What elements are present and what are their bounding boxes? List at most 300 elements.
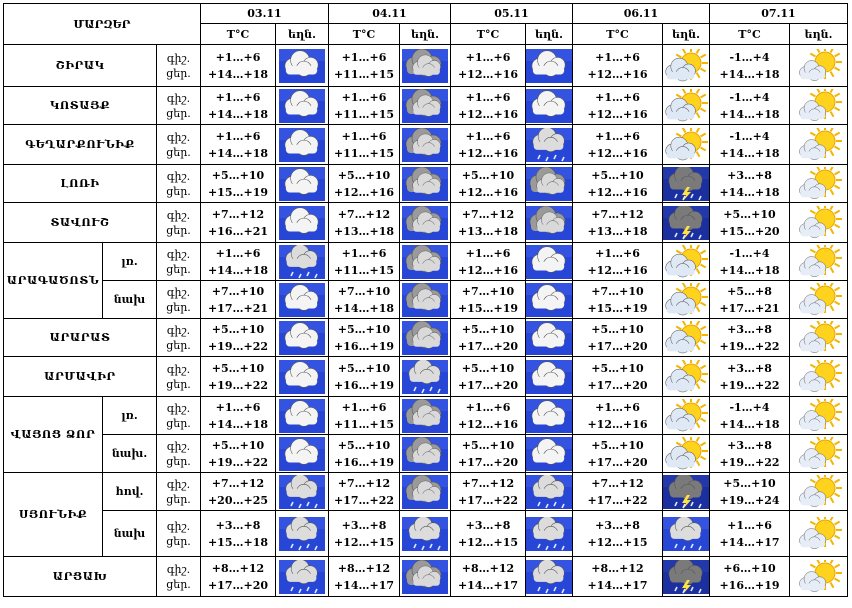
partly-cloudy-icon <box>663 437 709 471</box>
day-temp: +16…+19 <box>333 455 395 469</box>
temperature-cell <box>451 511 526 557</box>
night-temp: +7…+12 <box>211 207 265 221</box>
weather-column-header: եղն. <box>790 24 848 45</box>
day-temp: +14…+18 <box>719 67 780 81</box>
night-temp: +1…+6 <box>341 129 387 143</box>
day-temp: +14…+18 <box>207 417 269 431</box>
sun-cloud-icon <box>796 475 842 509</box>
weather-cell <box>400 125 451 165</box>
sun-cloud-icon <box>796 517 842 551</box>
weather-cell <box>400 243 451 281</box>
weather-cell <box>276 45 329 87</box>
temperature-cell <box>329 45 400 87</box>
weather-cell <box>526 557 573 597</box>
night-label: գիշ. <box>166 439 191 453</box>
weather-cell <box>526 281 573 319</box>
overcast-icon <box>402 167 448 201</box>
weather-cell <box>276 319 329 357</box>
region-name: ԼՈՌԻ <box>4 165 157 203</box>
night-temp: +5…+10 <box>337 361 391 375</box>
day-temp: +14…+18 <box>207 263 269 277</box>
day-temp: +12…+16 <box>457 146 519 160</box>
sun-cloud-icon <box>796 49 842 83</box>
weather-cell <box>526 397 573 435</box>
region-name: ՇԻՐԱԿ <box>4 45 157 87</box>
temperature-cell <box>451 357 526 397</box>
day-label: ցեր. <box>166 106 191 120</box>
day-label: ցեր. <box>166 66 191 80</box>
night-temp: +5…+10 <box>591 322 644 336</box>
temperature-cell <box>201 473 276 511</box>
temperature-cell <box>201 125 276 165</box>
table-row <box>4 397 848 435</box>
night-temp: +5…+10 <box>461 322 515 336</box>
temperature-cell <box>710 357 790 397</box>
night-temp: +5…+10 <box>337 322 391 336</box>
night-temp: +7…+12 <box>211 476 265 490</box>
weather-cell <box>276 397 329 435</box>
rain-icon <box>279 475 325 509</box>
weather-column-header: եղն. <box>400 24 451 45</box>
weather-cell <box>400 165 451 203</box>
cloudy-icon <box>279 283 325 317</box>
weather-cell <box>790 435 848 473</box>
weather-cell <box>790 203 848 243</box>
temperature-cell <box>451 125 526 165</box>
sun-cloud-icon <box>796 167 842 201</box>
night-temp: +7…+10 <box>461 284 515 298</box>
night-temp: -1…+4 <box>729 246 770 260</box>
overcast-icon <box>402 560 448 594</box>
day-temp: +15…+19 <box>587 301 648 315</box>
day-temp: +11…+15 <box>333 107 395 121</box>
night-temp: +5…+10 <box>337 438 391 452</box>
night-temp: +5…+10 <box>337 168 391 182</box>
temperature-cell <box>573 319 663 357</box>
night-temp: +3…+8 <box>727 322 772 336</box>
temperature-cell <box>201 243 276 281</box>
region-name: ԱՐՄԱՎԻՐ <box>4 357 157 397</box>
day-temp: +19…+24 <box>719 493 780 507</box>
temperature-cell <box>710 165 790 203</box>
weather-cell <box>790 125 848 165</box>
day-temp: +19…+22 <box>719 455 780 469</box>
temperature-cell <box>329 319 400 357</box>
overcast-icon <box>526 206 572 240</box>
temperature-cell <box>710 243 790 281</box>
night-label: գիշ. <box>166 91 191 105</box>
overcast-icon <box>402 245 448 279</box>
night-label: գիշ. <box>166 285 191 299</box>
day-temp: +14…+17 <box>333 578 395 592</box>
night-temp: +5…+10 <box>723 207 776 221</box>
cloudy-icon <box>279 321 325 355</box>
temperature-cell <box>451 45 526 87</box>
day-temp: +19…+22 <box>207 378 269 392</box>
sun-cloud-icon <box>796 128 842 162</box>
temperature-cell <box>710 87 790 125</box>
weather-cell <box>526 319 573 357</box>
night-temp: +1…+6 <box>215 400 261 414</box>
temperature-cell <box>451 243 526 281</box>
region-name: ԱՐԱԳԱԾՈՏՆ <box>4 243 103 319</box>
cloudy-icon <box>279 89 325 123</box>
night-label: գիշ. <box>166 477 191 491</box>
period-labels <box>157 397 201 435</box>
temperature-cell <box>573 243 663 281</box>
day-temp: +12…+16 <box>457 263 519 277</box>
temperature-cell <box>710 45 790 87</box>
night-temp: +3…+8 <box>727 168 772 182</box>
day-temp: +14…+18 <box>207 107 269 121</box>
night-temp: +5…+8 <box>727 284 772 298</box>
weather-cell <box>400 319 451 357</box>
temperature-cell <box>329 203 400 243</box>
subregion-name: լռ. <box>103 397 157 435</box>
weather-cell <box>526 203 573 243</box>
subregion-name: նախ <box>103 281 157 319</box>
night-temp: +5…+10 <box>211 322 265 336</box>
period-labels <box>157 243 201 281</box>
night-label: գիշ. <box>166 247 191 261</box>
night-temp: +5…+10 <box>211 438 265 452</box>
weather-cell <box>276 511 329 557</box>
table-row <box>4 243 848 281</box>
night-temp: +3…+8 <box>595 518 640 532</box>
table-row <box>4 87 848 125</box>
day-label: ցեր. <box>166 300 191 314</box>
day-temp: +20…+25 <box>207 493 269 507</box>
partly-cloudy-icon <box>663 360 709 394</box>
region-name: ԳԵՂԱՐՔՈՒՆԻՔ <box>4 125 157 165</box>
cloudy-icon <box>526 89 572 123</box>
day-temp: +16…+21 <box>207 224 269 238</box>
forecast-table <box>3 3 848 597</box>
temperature-cell <box>451 165 526 203</box>
weather-cell <box>276 281 329 319</box>
night-temp: +7…+12 <box>337 476 391 490</box>
rain-icon <box>526 128 572 162</box>
weather-cell <box>790 319 848 357</box>
rain-icon <box>526 560 572 594</box>
night-temp: +7…+12 <box>591 207 644 221</box>
temperature-cell <box>573 165 663 203</box>
weather-cell <box>276 203 329 243</box>
day-temp: +14…+18 <box>207 146 269 160</box>
region-name: ԿՈՏԱՅՔ <box>4 87 157 125</box>
weather-cell <box>663 473 710 511</box>
day-temp: +19…+22 <box>207 455 269 469</box>
temperature-cell <box>329 281 400 319</box>
day-temp: +11…+15 <box>333 417 395 431</box>
day-temp: +12…+16 <box>587 417 648 431</box>
night-temp: +1…+6 <box>465 50 511 64</box>
cloudy-icon <box>526 49 572 83</box>
temperature-cell <box>329 243 400 281</box>
regions-header: ՄԱՐԶԵՐ <box>4 4 201 45</box>
sun-cloud-icon <box>796 206 842 240</box>
day-temp: +11…+15 <box>333 146 395 160</box>
night-temp: +7…+10 <box>591 284 644 298</box>
day-temp: +12…+16 <box>457 67 519 81</box>
day-temp: +12…+16 <box>587 146 648 160</box>
temperature-cell <box>710 203 790 243</box>
night-temp: +1…+6 <box>595 90 640 104</box>
temperature-cell <box>573 397 663 435</box>
day-temp: +15…+18 <box>207 535 269 549</box>
day-temp: +14…+17 <box>719 535 780 549</box>
temperature-cell <box>573 281 663 319</box>
day-temp: +14…+18 <box>207 67 269 81</box>
night-temp: +3…+8 <box>727 438 772 452</box>
overcast-icon <box>402 475 448 509</box>
day-temp: +14…+18 <box>719 146 780 160</box>
period-labels <box>157 357 201 397</box>
weather-cell <box>400 397 451 435</box>
sun-cloud-icon <box>796 360 842 394</box>
temperature-cell <box>329 397 400 435</box>
temperature-cell <box>201 397 276 435</box>
weather-cell <box>276 243 329 281</box>
night-temp: +1…+6 <box>465 129 511 143</box>
day-label: ցեր. <box>166 377 191 391</box>
temperature-cell <box>329 125 400 165</box>
weather-cell <box>663 397 710 435</box>
date-header: 04.11 <box>329 4 451 24</box>
rain-icon <box>402 517 448 551</box>
period-labels <box>157 203 201 243</box>
weather-cell <box>400 203 451 243</box>
date-header: 05.11 <box>451 4 573 24</box>
temperature-cell <box>329 357 400 397</box>
weather-cell <box>526 125 573 165</box>
region-name: ՍՅՈՒՆԻՔ <box>4 473 103 557</box>
partly-cloudy-icon <box>663 283 709 317</box>
temperature-cell <box>573 473 663 511</box>
day-temp: +17…+20 <box>587 339 648 353</box>
period-labels <box>157 557 201 597</box>
weather-cell <box>526 473 573 511</box>
night-temp: +1…+6 <box>595 246 640 260</box>
table-row <box>4 45 848 87</box>
night-label: գիշ. <box>166 562 191 576</box>
overcast-icon <box>402 321 448 355</box>
day-temp: +12…+15 <box>333 535 395 549</box>
day-temp: +12…+16 <box>587 185 648 199</box>
day-temp: +12…+16 <box>457 107 519 121</box>
day-temp: +16…+19 <box>719 578 780 592</box>
temperature-cell <box>573 87 663 125</box>
weather-cell <box>663 357 710 397</box>
cloudy-icon <box>279 360 325 394</box>
subregion-name: լռ. <box>103 243 157 281</box>
day-temp: +17…+21 <box>207 301 269 315</box>
rain-icon <box>279 245 325 279</box>
day-temp: +17…+21 <box>719 301 780 315</box>
weather-column-header: եղն. <box>526 24 573 45</box>
temperature-cell <box>451 87 526 125</box>
temperature-cell <box>329 165 400 203</box>
weather-cell <box>526 435 573 473</box>
weather-cell <box>526 511 573 557</box>
weather-cell <box>790 165 848 203</box>
temperature-cell <box>451 397 526 435</box>
day-temp: +17…+20 <box>457 339 519 353</box>
day-temp: +15…+19 <box>457 301 519 315</box>
night-temp: +7…+12 <box>461 207 515 221</box>
weather-cell <box>663 45 710 87</box>
weather-cell <box>663 319 710 357</box>
night-temp: +5…+10 <box>591 361 644 375</box>
weather-cell <box>790 45 848 87</box>
night-temp: +3…+8 <box>465 518 511 532</box>
temperature-cell <box>451 473 526 511</box>
weather-cell <box>790 87 848 125</box>
night-temp: +1…+6 <box>215 246 261 260</box>
temp-column-header: T°C <box>710 24 790 45</box>
temperature-cell <box>451 281 526 319</box>
temperature-cell <box>710 319 790 357</box>
temperature-cell <box>573 435 663 473</box>
cloudy-icon <box>279 206 325 240</box>
night-temp: +1…+6 <box>215 129 261 143</box>
weather-cell <box>663 435 710 473</box>
temperature-cell <box>573 125 663 165</box>
overcast-icon <box>402 283 448 317</box>
night-temp: +1…+6 <box>215 50 261 64</box>
day-temp: +14…+18 <box>333 301 395 315</box>
night-temp: +8…+12 <box>337 561 391 575</box>
weather-cell <box>276 435 329 473</box>
night-temp: +8…+12 <box>591 561 644 575</box>
temperature-cell <box>573 45 663 87</box>
day-temp: +12…+16 <box>333 185 395 199</box>
rain-icon <box>402 360 448 394</box>
sun-cloud-icon <box>796 283 842 317</box>
day-temp: +14…+18 <box>719 107 780 121</box>
temperature-cell <box>329 435 400 473</box>
period-labels <box>157 165 201 203</box>
partly-cloudy-icon <box>663 49 709 83</box>
sun-cloud-icon <box>796 89 842 123</box>
temperature-cell <box>710 281 790 319</box>
day-temp: +12…+16 <box>587 263 648 277</box>
partly-cloudy-icon <box>663 399 709 433</box>
partly-cloudy-icon <box>663 321 709 355</box>
day-temp: +13…+18 <box>587 224 648 238</box>
night-label: գիշ. <box>166 208 191 222</box>
weather-cell <box>276 473 329 511</box>
day-temp: +12…+16 <box>587 107 648 121</box>
table-row <box>4 203 848 243</box>
subregion-name: հով. <box>103 473 157 511</box>
sun-cloud-icon <box>796 560 842 594</box>
sun-cloud-icon <box>796 437 842 471</box>
table-row <box>4 281 848 319</box>
day-temp: +15…+19 <box>207 185 269 199</box>
period-labels <box>157 511 201 557</box>
weather-cell <box>663 243 710 281</box>
night-temp: +7…+10 <box>211 284 265 298</box>
night-temp: -1…+4 <box>729 50 770 64</box>
weather-cell <box>526 165 573 203</box>
night-temp: +1…+6 <box>465 400 511 414</box>
rain-icon <box>279 517 325 551</box>
date-header: 03.11 <box>201 4 329 24</box>
temperature-cell <box>201 357 276 397</box>
weather-cell <box>790 557 848 597</box>
weather-cell <box>400 557 451 597</box>
cloudy-icon <box>279 128 325 162</box>
day-temp: +17…+22 <box>457 493 519 507</box>
night-temp: +8…+12 <box>211 561 265 575</box>
weather-cell <box>790 397 848 435</box>
temperature-cell <box>710 557 790 597</box>
weather-column-header: եղն. <box>663 24 710 45</box>
temperature-cell <box>710 125 790 165</box>
day-temp: +12…+16 <box>587 67 648 81</box>
day-temp: +19…+22 <box>719 378 780 392</box>
day-temp: +11…+15 <box>333 263 395 277</box>
weather-cell <box>790 281 848 319</box>
thunder-rain-icon <box>663 206 709 240</box>
cloudy-icon <box>279 167 325 201</box>
night-temp: +1…+6 <box>465 90 511 104</box>
day-temp: +11…+15 <box>333 67 395 81</box>
sun-cloud-icon <box>796 245 842 279</box>
temperature-cell <box>329 473 400 511</box>
subregion-name: նախ <box>103 511 157 557</box>
night-temp: +1…+6 <box>341 50 387 64</box>
period-labels <box>157 281 201 319</box>
period-labels <box>157 87 201 125</box>
table-row <box>4 357 848 397</box>
table-row <box>4 435 848 473</box>
day-temp: +17…+20 <box>457 455 519 469</box>
day-temp: +15…+20 <box>719 224 780 238</box>
forecast-body <box>4 45 848 597</box>
period-labels <box>157 319 201 357</box>
thunder-rain-icon <box>663 475 709 509</box>
period-labels <box>157 435 201 473</box>
day-label: ցեր. <box>166 145 191 159</box>
weather-cell <box>790 511 848 557</box>
night-label: գիշ. <box>166 51 191 65</box>
day-label: ցեր. <box>166 223 191 237</box>
temperature-cell <box>201 281 276 319</box>
cloudy-icon <box>279 399 325 433</box>
weather-cell <box>276 357 329 397</box>
temperature-cell <box>201 511 276 557</box>
temperature-cell <box>201 557 276 597</box>
region-name: ԱՐՑԱԽ <box>4 557 157 597</box>
weather-cell <box>526 243 573 281</box>
day-temp: +17…+22 <box>587 493 648 507</box>
temperature-cell <box>201 203 276 243</box>
night-temp: +5…+10 <box>461 438 515 452</box>
day-temp: +13…+18 <box>333 224 395 238</box>
day-temp: +12…+16 <box>457 417 519 431</box>
weather-cell <box>663 165 710 203</box>
night-temp: +1…+6 <box>595 50 640 64</box>
day-temp: +12…+15 <box>587 535 648 549</box>
overcast-icon <box>402 437 448 471</box>
weather-cell <box>790 357 848 397</box>
day-temp: +14…+18 <box>719 263 780 277</box>
weather-cell <box>663 557 710 597</box>
cloudy-icon <box>526 245 572 279</box>
date-header: 06.11 <box>573 4 710 24</box>
